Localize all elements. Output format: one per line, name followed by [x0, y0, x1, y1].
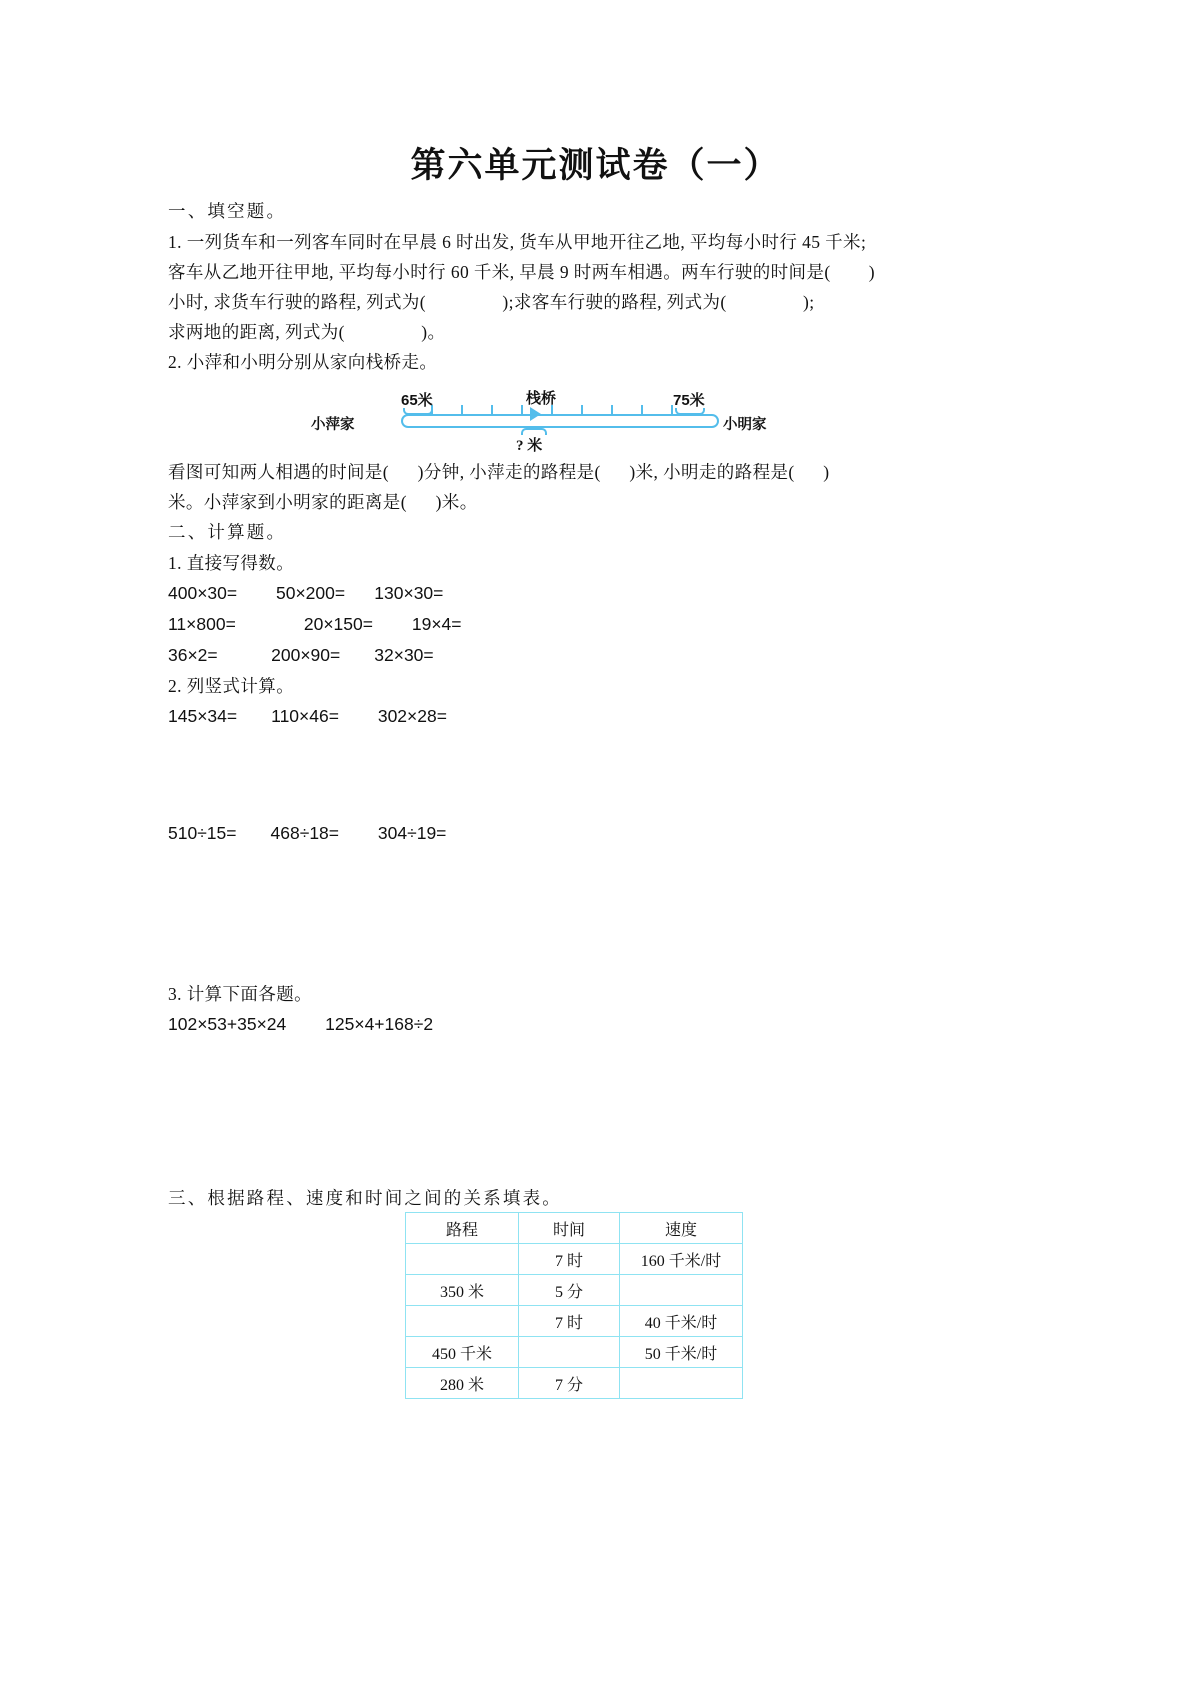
question-1-line-1: 1. 一列货车和一列客车同时在早晨 6 时出发, 货车从甲地开往乙地, 平均每小时行 45 千米; [168, 232, 867, 252]
right-segment-label: 75米 [673, 392, 705, 409]
column-header-distance: 路程 [406, 1213, 519, 1244]
question-1-line-4: 求两地的距离, 列式为( )。 [168, 322, 446, 342]
table-row [406, 1244, 743, 1275]
column-header-time: 时间 [519, 1213, 620, 1244]
calc-1-row: 400×30= 50×200= 130×30= [168, 583, 444, 603]
cell-speed[interactable]: 160 千米/时 [620, 1244, 743, 1275]
bridge-label: 栈桥 [526, 391, 557, 407]
left-segment-label: 65米 [401, 392, 433, 409]
question-2-line-1: 看图可知两人相遇的时间是( )分钟, 小萍走的路程是( )米, 小明走的路程是( ) [168, 462, 830, 482]
calc-2-row-multiplication: 145×34= 110×46= 302×28= [168, 706, 447, 726]
cell-time[interactable]: 7 分 [519, 1368, 620, 1399]
right-home-label: 小明家 [723, 417, 767, 433]
bridge-marker-icon [530, 407, 541, 421]
question-1-line-2: 客车从乙地开往甲地, 平均每小时行 60 千米, 早晨 9 时两车相遇。两车行驶的时间是( ) [168, 262, 876, 282]
cell-speed[interactable]: 40 千米/时 [620, 1306, 743, 1337]
page-title: 第六单元测试卷（一） [410, 146, 781, 185]
cell-speed[interactable]: 50 千米/时 [620, 1337, 743, 1368]
table-header-row [406, 1213, 743, 1244]
table-row [406, 1337, 743, 1368]
cell-distance[interactable] [406, 1244, 519, 1275]
table-row [406, 1368, 743, 1399]
section-heading-fill-blanks: 一、填空题。 [168, 201, 287, 221]
cell-speed[interactable] [620, 1368, 743, 1399]
section-heading-table: 三、根据路程、速度和时间之间的关系填表。 [168, 1188, 562, 1208]
calc-2-row-division: 510÷15= 468÷18= 304÷19= [168, 823, 447, 843]
calc-1-row: 36×2= 200×90= 32×30= [168, 645, 434, 665]
tick-mark [491, 405, 493, 415]
cell-time[interactable]: 5 分 [519, 1275, 620, 1306]
section-heading-calculations: 二、计算题。 [168, 522, 287, 542]
cell-speed[interactable] [620, 1275, 743, 1306]
number-line-diagram [168, 387, 968, 453]
tick-mark [581, 405, 583, 415]
rate-table-wrapper [405, 1212, 743, 1399]
worksheet-body [168, 196, 968, 1040]
cell-distance[interactable] [406, 1306, 519, 1337]
table-row [406, 1306, 743, 1337]
unknown-distance-label: ? 米 [516, 438, 543, 454]
tick-mark [521, 405, 523, 415]
tick-mark [461, 405, 463, 415]
left-home-label: 小萍家 [311, 417, 355, 433]
question-2-line-2: 米。小萍家到小明家的距离是( )米。 [168, 492, 478, 512]
cell-distance[interactable]: 350 米 [406, 1275, 519, 1306]
question-1-line-3: 小时, 求货车行驶的路程, 列式为( );求客车行驶的路程, 列式为( ); [168, 292, 815, 312]
cell-time[interactable] [519, 1337, 620, 1368]
calc-1-row: 11×800= 20×150= 19×4= [168, 614, 462, 634]
cell-time[interactable]: 7 时 [519, 1306, 620, 1337]
calc-1-heading: 1. 直接写得数。 [168, 553, 295, 573]
distance-bar [401, 414, 719, 428]
calc-3-heading: 3. 计算下面各题。 [168, 984, 312, 1004]
answer-space [168, 849, 968, 979]
tick-mark [641, 405, 643, 415]
cell-distance[interactable]: 450 千米 [406, 1337, 519, 1368]
question-2-stem: 2. 小萍和小明分别从家向栈桥走。 [168, 352, 438, 372]
calc-3-row: 102×53+35×24 125×4+168÷2 [168, 1014, 434, 1034]
column-header-speed: 速度 [620, 1213, 743, 1244]
rate-table [405, 1212, 743, 1399]
tick-mark [611, 405, 613, 415]
answer-space [168, 732, 968, 818]
calc-2-heading: 2. 列竖式计算。 [168, 676, 295, 696]
table-row [406, 1275, 743, 1306]
cell-time[interactable]: 7 时 [519, 1244, 620, 1275]
cell-distance[interactable]: 280 米 [406, 1368, 519, 1399]
